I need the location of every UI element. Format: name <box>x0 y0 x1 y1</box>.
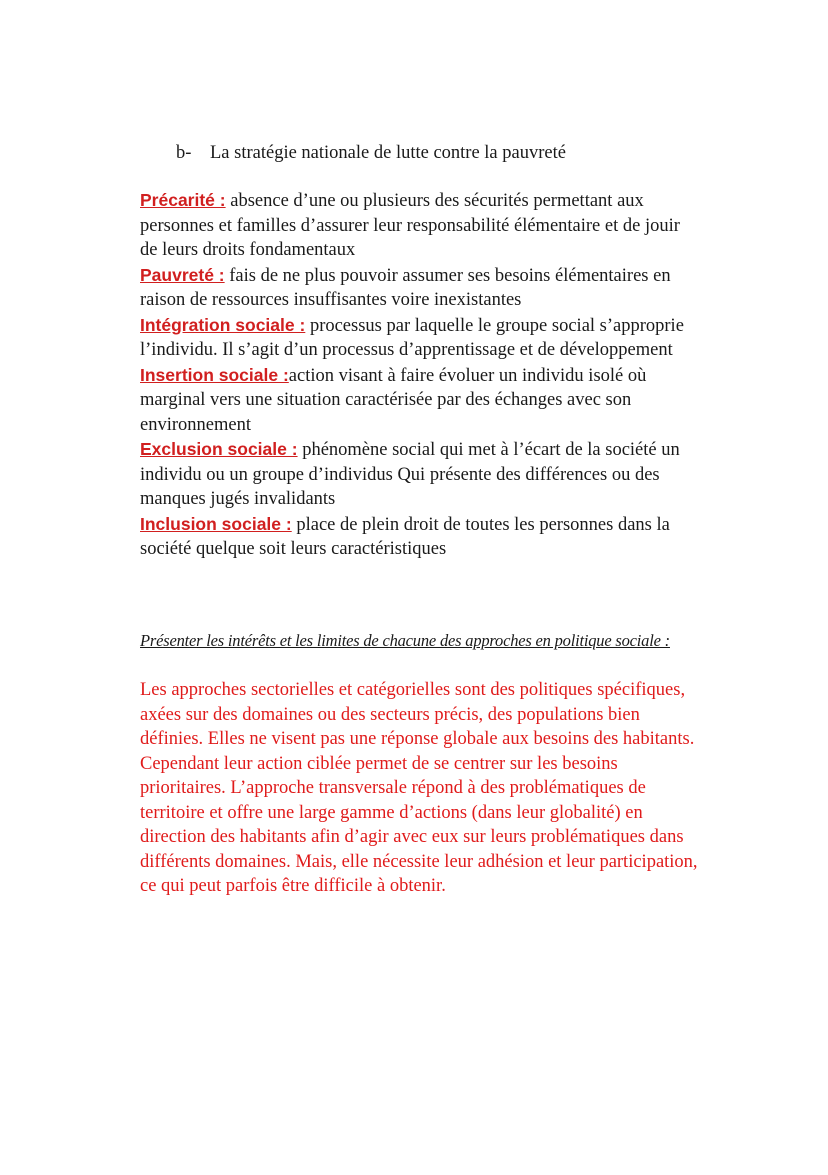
definition-text: action visant à faire évoluer un individu isolé où marginal vers une situation caractérisée par des échanges avec son environnement <box>140 365 647 435</box>
term-inclusion-sociale: Inclusion sociale : <box>140 513 292 534</box>
definition-insertion-sociale <box>140 363 700 438</box>
definition-precarite <box>140 188 700 263</box>
definition-text: processus par laquelle le groupe social s’approprie l’individu. Il s’agit d’un processus d’apprentissage et de développement <box>140 315 684 360</box>
definitions-list <box>140 188 700 562</box>
definition-text: place de plein droit de toutes les personnes dans la société quelque soit leurs caractéristiques <box>140 514 670 559</box>
definition-text: fais de ne plus pouvoir assumer ses besoins élémentaires en raison de ressources insuffisantes voire inexistantes <box>140 265 671 310</box>
section-title: La stratégie nationale de lutte contre la pauvreté <box>210 143 566 163</box>
answer-paragraph: Les approches sectorielles et catégorielles sont des politiques spécifiques, axées sur des domaines ou des secteurs précis, des populations bien définies. Elles ne visent pas une réponse globale aux besoins des habitants. Cependant leur action ciblée permet de se centrer sur les besoins prioritaires. L’approche transversale répond à des problématiques de territoire et offre une large gamme d’actions (dans leur globalité) en direction des habitants afin d’agir avec eux sur leurs problématiques dans différents domaines. Mais, elle nécessite leur adhésion et leur participation, ce qui peut parfois être difficile à obtenir. <box>140 680 698 896</box>
definition-pauvrete <box>140 263 700 313</box>
term-exclusion-sociale: Exclusion sociale : <box>140 439 298 459</box>
definition-text: phénomène social qui met à l’écart de la société un individu ou un groupe d’individus Qui présente des différences ou des manques jugés invalidants <box>140 440 680 509</box>
definition-text: absence d’une ou plusieurs des sécurités permettant aux personnes et familles d’assurer leur responsabilité élémentaire et de jouir de leurs droits fondamentaux <box>140 191 680 260</box>
term-precarite: Précarité : <box>140 190 226 210</box>
section-heading <box>176 140 566 166</box>
term-integration-sociale: Intégration sociale : <box>140 314 306 335</box>
definition-exclusion-sociale <box>140 437 700 512</box>
definition-inclusion-sociale <box>140 512 700 562</box>
term-insertion-sociale: Insertion sociale : <box>140 364 289 385</box>
question-prompt: Présenter les intérêts et les limites de chacune des approches en politique sociale : <box>140 631 670 650</box>
definition-integration-sociale <box>140 313 700 363</box>
section-marker: b- <box>176 143 192 163</box>
term-pauvrete: Pauvreté : <box>140 264 225 285</box>
